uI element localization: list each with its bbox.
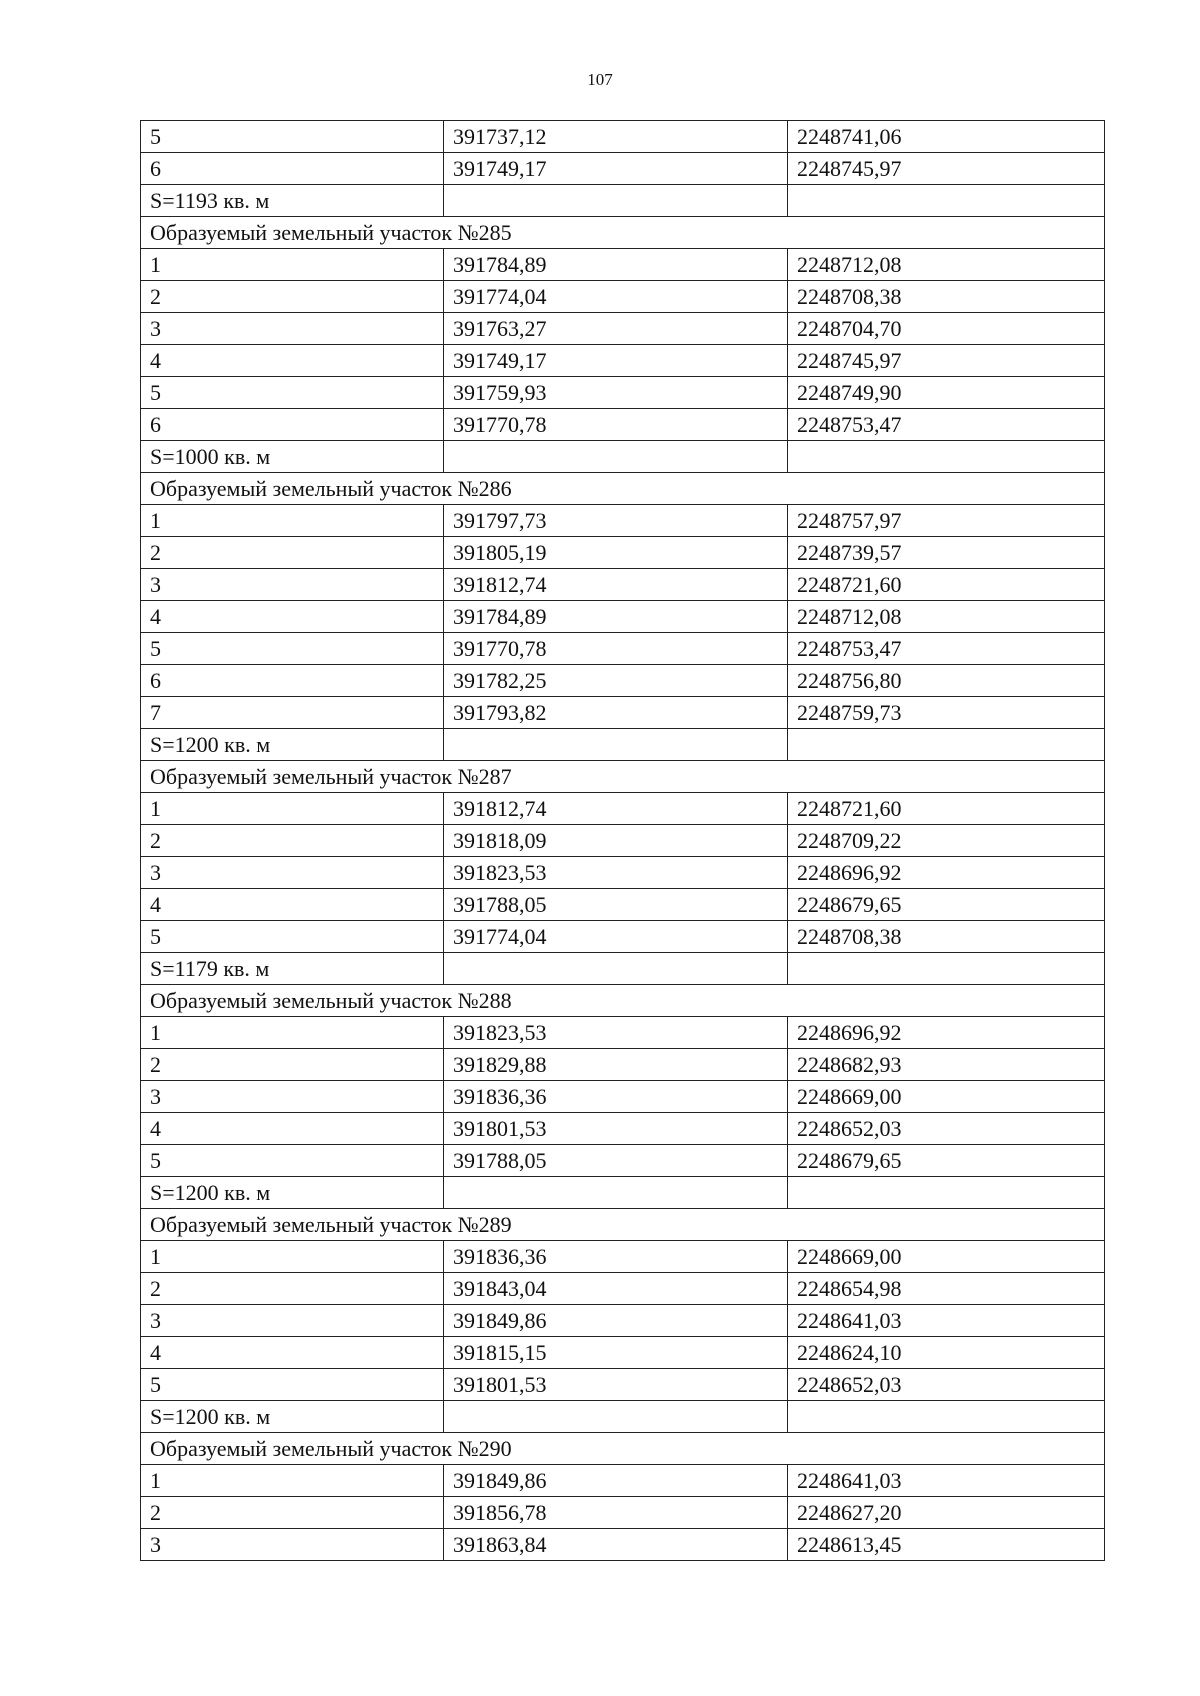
x-coordinate-cell: 391849,86 bbox=[444, 1305, 788, 1337]
x-coordinate-cell: 391843,04 bbox=[444, 1273, 788, 1305]
plot-heading-row bbox=[141, 473, 1105, 505]
x-coordinate-cell: 391836,36 bbox=[444, 1081, 788, 1113]
y-coordinate-cell: 2248624,10 bbox=[788, 1337, 1105, 1369]
x-coordinate-cell: 391793,82 bbox=[444, 697, 788, 729]
empty-cell bbox=[788, 1177, 1105, 1209]
table-row bbox=[141, 345, 1105, 377]
x-coordinate-cell: 391818,09 bbox=[444, 825, 788, 857]
area-cell: S=1200 кв. м bbox=[141, 729, 444, 761]
table-row bbox=[141, 1529, 1105, 1561]
empty-cell bbox=[444, 1401, 788, 1433]
x-coordinate-cell: 391805,19 bbox=[444, 537, 788, 569]
table-row bbox=[141, 1017, 1105, 1049]
plot-heading-row bbox=[141, 1209, 1105, 1241]
plot-heading-row bbox=[141, 1433, 1105, 1465]
y-coordinate-cell: 2248739,57 bbox=[788, 537, 1105, 569]
table-row bbox=[141, 601, 1105, 633]
table-row bbox=[141, 633, 1105, 665]
table-row bbox=[141, 1497, 1105, 1529]
point-number-cell: 2 bbox=[141, 281, 444, 313]
y-coordinate-cell: 2248745,97 bbox=[788, 153, 1105, 185]
table-row bbox=[141, 1273, 1105, 1305]
table-row bbox=[141, 249, 1105, 281]
y-coordinate-cell: 2248669,00 bbox=[788, 1081, 1105, 1113]
point-number-cell: 5 bbox=[141, 1145, 444, 1177]
x-coordinate-cell: 391749,17 bbox=[444, 153, 788, 185]
y-coordinate-cell: 2248757,97 bbox=[788, 505, 1105, 537]
area-cell: S=1193 кв. м bbox=[141, 185, 444, 217]
point-number-cell: 4 bbox=[141, 1337, 444, 1369]
point-number-cell: 4 bbox=[141, 1113, 444, 1145]
x-coordinate-cell: 391856,78 bbox=[444, 1497, 788, 1529]
x-coordinate-cell: 391812,74 bbox=[444, 569, 788, 601]
point-number-cell: 2 bbox=[141, 825, 444, 857]
table-row bbox=[141, 409, 1105, 441]
y-coordinate-cell: 2248627,20 bbox=[788, 1497, 1105, 1529]
y-coordinate-cell: 2248709,22 bbox=[788, 825, 1105, 857]
point-number-cell: 4 bbox=[141, 601, 444, 633]
point-number-cell: 2 bbox=[141, 537, 444, 569]
point-number-cell: 3 bbox=[141, 857, 444, 889]
table-row bbox=[141, 825, 1105, 857]
y-coordinate-cell: 2248756,80 bbox=[788, 665, 1105, 697]
coordinates-table bbox=[140, 120, 1105, 1561]
point-number-cell: 2 bbox=[141, 1049, 444, 1081]
point-number-cell: 5 bbox=[141, 921, 444, 953]
area-row bbox=[141, 1401, 1105, 1433]
table-row bbox=[141, 569, 1105, 601]
table-row bbox=[141, 121, 1105, 153]
table-row bbox=[141, 1081, 1105, 1113]
area-row bbox=[141, 185, 1105, 217]
y-coordinate-cell: 2248745,97 bbox=[788, 345, 1105, 377]
plot-heading-cell: Образуемый земельный участок №285 bbox=[141, 217, 1105, 249]
table-row bbox=[141, 1465, 1105, 1497]
point-number-cell: 7 bbox=[141, 697, 444, 729]
y-coordinate-cell: 2248652,03 bbox=[788, 1369, 1105, 1401]
y-coordinate-cell: 2248704,70 bbox=[788, 313, 1105, 345]
area-row bbox=[141, 1177, 1105, 1209]
point-number-cell: 5 bbox=[141, 1369, 444, 1401]
x-coordinate-cell: 391759,93 bbox=[444, 377, 788, 409]
table-row bbox=[141, 1049, 1105, 1081]
table-row bbox=[141, 857, 1105, 889]
y-coordinate-cell: 2248759,73 bbox=[788, 697, 1105, 729]
x-coordinate-cell: 391812,74 bbox=[444, 793, 788, 825]
table-row bbox=[141, 793, 1105, 825]
point-number-cell: 1 bbox=[141, 793, 444, 825]
x-coordinate-cell: 391823,53 bbox=[444, 1017, 788, 1049]
x-coordinate-cell: 391849,86 bbox=[444, 1465, 788, 1497]
area-cell: S=1179 кв. м bbox=[141, 953, 444, 985]
y-coordinate-cell: 2248669,00 bbox=[788, 1241, 1105, 1273]
y-coordinate-cell: 2248753,47 bbox=[788, 633, 1105, 665]
x-coordinate-cell: 391782,25 bbox=[444, 665, 788, 697]
table-row bbox=[141, 313, 1105, 345]
empty-cell bbox=[444, 729, 788, 761]
point-number-cell: 4 bbox=[141, 889, 444, 921]
x-coordinate-cell: 391801,53 bbox=[444, 1369, 788, 1401]
y-coordinate-cell: 2248721,60 bbox=[788, 793, 1105, 825]
plot-heading-cell: Образуемый земельный участок №289 bbox=[141, 1209, 1105, 1241]
y-coordinate-cell: 2248749,90 bbox=[788, 377, 1105, 409]
x-coordinate-cell: 391770,78 bbox=[444, 409, 788, 441]
area-row bbox=[141, 729, 1105, 761]
table-row bbox=[141, 1369, 1105, 1401]
x-coordinate-cell: 391737,12 bbox=[444, 121, 788, 153]
table-row bbox=[141, 505, 1105, 537]
x-coordinate-cell: 391823,53 bbox=[444, 857, 788, 889]
table-row bbox=[141, 697, 1105, 729]
empty-cell bbox=[444, 185, 788, 217]
empty-cell bbox=[444, 953, 788, 985]
point-number-cell: 6 bbox=[141, 665, 444, 697]
y-coordinate-cell: 2248679,65 bbox=[788, 1145, 1105, 1177]
point-number-cell: 1 bbox=[141, 1465, 444, 1497]
y-coordinate-cell: 2248696,92 bbox=[788, 1017, 1105, 1049]
point-number-cell: 6 bbox=[141, 409, 444, 441]
point-number-cell: 3 bbox=[141, 1081, 444, 1113]
page-number: 107 bbox=[587, 70, 613, 89]
y-coordinate-cell: 2248613,45 bbox=[788, 1529, 1105, 1561]
table-row bbox=[141, 153, 1105, 185]
x-coordinate-cell: 391788,05 bbox=[444, 1145, 788, 1177]
table-row bbox=[141, 1113, 1105, 1145]
coordinates-table-body bbox=[141, 121, 1105, 1561]
empty-cell bbox=[788, 1401, 1105, 1433]
plot-heading-cell: Образуемый земельный участок №288 bbox=[141, 985, 1105, 1017]
empty-cell bbox=[788, 441, 1105, 473]
point-number-cell: 2 bbox=[141, 1497, 444, 1529]
table-row bbox=[141, 889, 1105, 921]
y-coordinate-cell: 2248696,92 bbox=[788, 857, 1105, 889]
point-number-cell: 1 bbox=[141, 249, 444, 281]
y-coordinate-cell: 2248641,03 bbox=[788, 1465, 1105, 1497]
table-row bbox=[141, 921, 1105, 953]
y-coordinate-cell: 2248753,47 bbox=[788, 409, 1105, 441]
x-coordinate-cell: 391784,89 bbox=[444, 249, 788, 281]
plot-heading-cell: Образуемый земельный участок №286 bbox=[141, 473, 1105, 505]
point-number-cell: 5 bbox=[141, 121, 444, 153]
empty-cell bbox=[788, 953, 1105, 985]
x-coordinate-cell: 391784,89 bbox=[444, 601, 788, 633]
table-row bbox=[141, 1145, 1105, 1177]
point-number-cell: 4 bbox=[141, 345, 444, 377]
area-row bbox=[141, 441, 1105, 473]
x-coordinate-cell: 391829,88 bbox=[444, 1049, 788, 1081]
table-row bbox=[141, 1337, 1105, 1369]
area-cell: S=1200 кв. м bbox=[141, 1401, 444, 1433]
point-number-cell: 2 bbox=[141, 1273, 444, 1305]
y-coordinate-cell: 2248741,06 bbox=[788, 121, 1105, 153]
x-coordinate-cell: 391836,36 bbox=[444, 1241, 788, 1273]
table-row bbox=[141, 665, 1105, 697]
point-number-cell: 3 bbox=[141, 313, 444, 345]
plot-heading-cell: Образуемый земельный участок №290 bbox=[141, 1433, 1105, 1465]
y-coordinate-cell: 2248712,08 bbox=[788, 249, 1105, 281]
point-number-cell: 1 bbox=[141, 505, 444, 537]
plot-heading-row bbox=[141, 217, 1105, 249]
x-coordinate-cell: 391763,27 bbox=[444, 313, 788, 345]
table-row bbox=[141, 377, 1105, 409]
x-coordinate-cell: 391863,84 bbox=[444, 1529, 788, 1561]
table-row bbox=[141, 537, 1105, 569]
point-number-cell: 5 bbox=[141, 633, 444, 665]
point-number-cell: 3 bbox=[141, 569, 444, 601]
x-coordinate-cell: 391749,17 bbox=[444, 345, 788, 377]
plot-heading-row bbox=[141, 761, 1105, 793]
point-number-cell: 1 bbox=[141, 1017, 444, 1049]
point-number-cell: 3 bbox=[141, 1305, 444, 1337]
x-coordinate-cell: 391815,15 bbox=[444, 1337, 788, 1369]
area-cell: S=1200 кв. м bbox=[141, 1177, 444, 1209]
empty-cell bbox=[444, 441, 788, 473]
x-coordinate-cell: 391788,05 bbox=[444, 889, 788, 921]
area-row bbox=[141, 953, 1105, 985]
y-coordinate-cell: 2248721,60 bbox=[788, 569, 1105, 601]
empty-cell bbox=[788, 185, 1105, 217]
y-coordinate-cell: 2248712,08 bbox=[788, 601, 1105, 633]
point-number-cell: 6 bbox=[141, 153, 444, 185]
y-coordinate-cell: 2248654,98 bbox=[788, 1273, 1105, 1305]
x-coordinate-cell: 391770,78 bbox=[444, 633, 788, 665]
area-cell: S=1000 кв. м bbox=[141, 441, 444, 473]
empty-cell bbox=[444, 1177, 788, 1209]
x-coordinate-cell: 391801,53 bbox=[444, 1113, 788, 1145]
x-coordinate-cell: 391797,73 bbox=[444, 505, 788, 537]
table-row bbox=[141, 1241, 1105, 1273]
y-coordinate-cell: 2248708,38 bbox=[788, 921, 1105, 953]
y-coordinate-cell: 2248708,38 bbox=[788, 281, 1105, 313]
y-coordinate-cell: 2248652,03 bbox=[788, 1113, 1105, 1145]
y-coordinate-cell: 2248641,03 bbox=[788, 1305, 1105, 1337]
empty-cell bbox=[788, 729, 1105, 761]
y-coordinate-cell: 2248679,65 bbox=[788, 889, 1105, 921]
y-coordinate-cell: 2248682,93 bbox=[788, 1049, 1105, 1081]
plot-heading-row bbox=[141, 985, 1105, 1017]
x-coordinate-cell: 391774,04 bbox=[444, 921, 788, 953]
x-coordinate-cell: 391774,04 bbox=[444, 281, 788, 313]
table-row bbox=[141, 281, 1105, 313]
table-row bbox=[141, 1305, 1105, 1337]
point-number-cell: 1 bbox=[141, 1241, 444, 1273]
point-number-cell: 5 bbox=[141, 377, 444, 409]
point-number-cell: 3 bbox=[141, 1529, 444, 1561]
plot-heading-cell: Образуемый земельный участок №287 bbox=[141, 761, 1105, 793]
